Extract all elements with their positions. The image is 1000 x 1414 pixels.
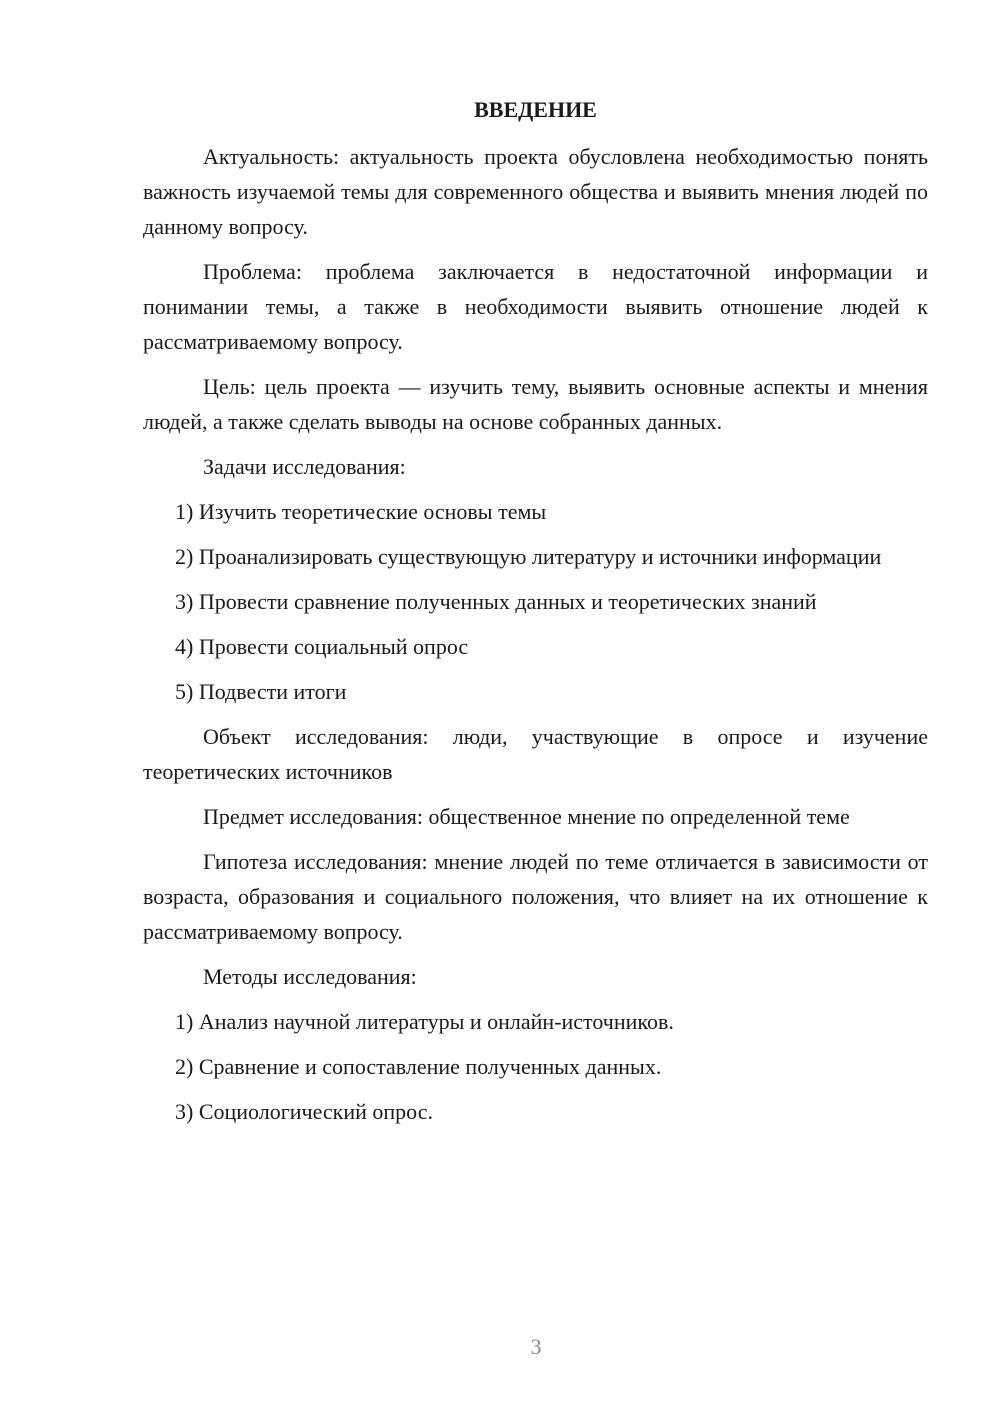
page-content bbox=[143, 92, 928, 1139]
object-paragraph: Объект исследования: люди, участвующие в опросе и изучение теоретических источников bbox=[143, 724, 928, 784]
tasks-heading: Задачи исследования: bbox=[203, 454, 406, 479]
hypothesis-paragraph: Гипотеза исследования: мнение людей по теме отличается в зависимости от возраста, образования и социального положения, что влияет на их отношение к рассматриваемому вопросу. bbox=[143, 849, 928, 944]
subject-paragraph: Предмет исследования: общественное мнение по определенной теме bbox=[203, 804, 850, 829]
section-title: ВВЕДЕНИЕ bbox=[474, 97, 597, 122]
method-item: 2) Сравнение и сопоставление полученных данных. bbox=[175, 1054, 662, 1079]
problem-paragraph: Проблема: проблема заключается в недостаточной информации и понимании темы, а также в необходимости выявить отношение людей к рассматриваемому вопросу. bbox=[143, 259, 928, 354]
task-item: 4) Провести социальный опрос bbox=[175, 634, 469, 659]
methods-heading: Методы исследования: bbox=[203, 964, 417, 989]
page-number: 3 bbox=[530, 1334, 542, 1359]
method-item: 3) Социологический опрос. bbox=[175, 1099, 433, 1124]
goal-paragraph: Цель: цель проекта — изучить тему, выявить основные аспекты и мнения людей, а также сделать выводы на основе собранных данных. bbox=[143, 374, 928, 434]
task-item: 1) Изучить теоретические основы темы bbox=[175, 499, 547, 524]
task-item: 3) Провести сравнение полученных данных и теоретических знаний bbox=[175, 589, 817, 614]
task-item: 2) Проанализировать существующую литературу и источники информации bbox=[175, 544, 882, 569]
relevance-paragraph: Актуальность: актуальность проекта обусловлена необходимостью понять важность изучаемой темы для современного общества и выявить мнения людей по данному вопросу. bbox=[143, 144, 928, 239]
task-item: 5) Подвести итоги bbox=[175, 679, 347, 704]
method-item: 1) Анализ научной литературы и онлайн-источников. bbox=[175, 1009, 674, 1034]
